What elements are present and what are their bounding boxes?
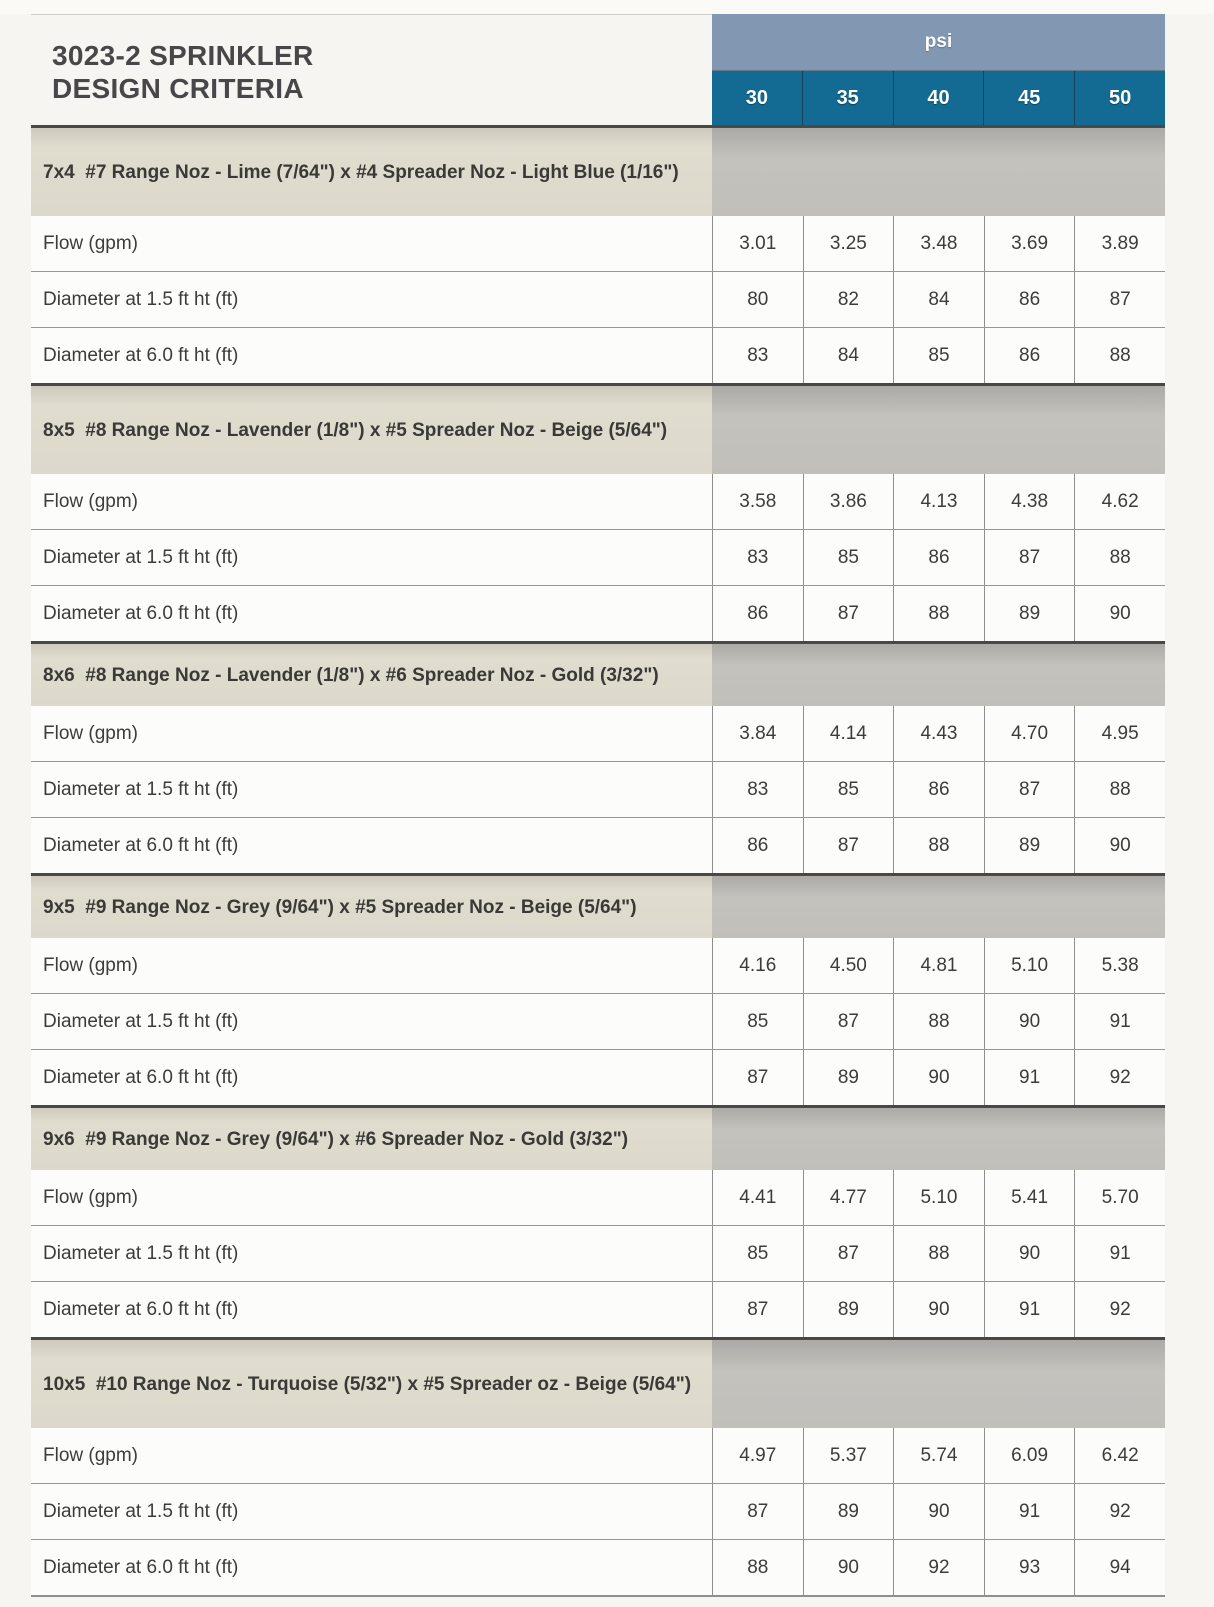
pressure-header-45: 45 xyxy=(983,71,1074,125)
value-cell: 84 xyxy=(893,272,984,327)
value-cell: 4.14 xyxy=(803,706,894,761)
section-header-9x6: 9x6 #9 Range Noz - Grey (9/64") x #6 Spreader Noz - Gold (3/32") xyxy=(31,1108,712,1170)
pressure-header-50: 50 xyxy=(1074,71,1165,125)
table-row-flow xyxy=(31,938,1165,994)
value-cell: 4.81 xyxy=(893,938,984,993)
value-cell: 4.62 xyxy=(1074,474,1165,529)
value-cell: 3.84 xyxy=(712,706,803,761)
value-cell: 5.10 xyxy=(893,1170,984,1225)
section-7x4 xyxy=(31,125,1165,383)
value-cell: 3.01 xyxy=(712,216,803,271)
table-row-flow xyxy=(31,216,1165,272)
row-label-flow: Flow (gpm) xyxy=(43,722,139,744)
value-cell: 85 xyxy=(712,994,803,1049)
section-8x6 xyxy=(31,641,1165,873)
value-cell: 86 xyxy=(893,762,984,817)
row-label-dia15: Diameter at 1.5 ft ht (ft) xyxy=(43,778,239,800)
top-margin-strip xyxy=(0,0,1214,14)
value-cell: 3.89 xyxy=(1074,216,1165,271)
value-cell: 91 xyxy=(984,1484,1075,1539)
value-cell: 94 xyxy=(1074,1540,1165,1595)
value-cell: 85 xyxy=(803,530,894,585)
row-label-dia60: Diameter at 6.0 ft ht (ft) xyxy=(43,1066,239,1088)
value-cell: 87 xyxy=(803,994,894,1049)
value-cell: 87 xyxy=(803,1226,894,1281)
table-row-dia60 xyxy=(31,1540,1165,1597)
value-cell: 89 xyxy=(803,1050,894,1105)
section-header-filler xyxy=(712,1108,1165,1170)
value-cell: 6.09 xyxy=(984,1428,1075,1483)
value-cell: 90 xyxy=(1074,586,1165,641)
table-row-flow xyxy=(31,1170,1165,1226)
section-9x5 xyxy=(31,873,1165,1105)
section-header-8x6: 8x6 #8 Range Noz - Lavender (1/8") x #6 Spreader Noz - Gold (3/32") xyxy=(31,644,712,706)
value-cell: 88 xyxy=(893,1226,984,1281)
value-cell: 86 xyxy=(712,818,803,873)
value-cell: 88 xyxy=(1074,530,1165,585)
value-cell: 92 xyxy=(1074,1282,1165,1337)
value-cell: 85 xyxy=(893,328,984,383)
value-cell: 82 xyxy=(803,272,894,327)
pressure-header-area xyxy=(712,14,1165,125)
section-header-9x5: 9x5 #9 Range Noz - Grey (9/64") x #5 Spreader Noz - Beige (5/64") xyxy=(31,876,712,938)
value-cell: 4.70 xyxy=(984,706,1075,761)
page-title xyxy=(31,15,712,105)
psi-group-header: psi xyxy=(712,14,1165,71)
value-cell: 5.74 xyxy=(893,1428,984,1483)
value-cell: 4.38 xyxy=(984,474,1075,529)
value-cell: 88 xyxy=(893,586,984,641)
section-header-row xyxy=(31,1340,1165,1428)
value-cell: 87 xyxy=(984,530,1075,585)
value-cell: 83 xyxy=(712,530,803,585)
value-cell: 88 xyxy=(712,1540,803,1595)
value-cell: 3.48 xyxy=(893,216,984,271)
section-header-filler xyxy=(712,1340,1165,1428)
value-cell: 90 xyxy=(1074,818,1165,873)
value-cell: 87 xyxy=(712,1050,803,1105)
table-row-dia15 xyxy=(31,530,1165,586)
table-row-dia15 xyxy=(31,762,1165,818)
row-label-dia60: Diameter at 6.0 ft ht (ft) xyxy=(43,1298,239,1320)
section-header-row xyxy=(31,644,1165,706)
value-cell: 4.50 xyxy=(803,938,894,993)
value-cell: 3.25 xyxy=(803,216,894,271)
value-cell: 4.16 xyxy=(712,938,803,993)
value-cell: 5.37 xyxy=(803,1428,894,1483)
table-row-dia60 xyxy=(31,1282,1165,1337)
value-cell: 5.38 xyxy=(1074,938,1165,993)
section-header-10x5: 10x5 #10 Range Noz - Turquoise (5/32") x #5 Spreader oz - Beige (5/64") xyxy=(31,1340,712,1428)
row-label-dia60: Diameter at 6.0 ft ht (ft) xyxy=(43,834,239,856)
value-cell: 85 xyxy=(803,762,894,817)
page-title-line1: 3023-2 SPRINKLER xyxy=(52,40,314,71)
value-cell: 89 xyxy=(803,1484,894,1539)
value-cell: 91 xyxy=(1074,1226,1165,1281)
value-cell: 90 xyxy=(893,1484,984,1539)
value-cell: 4.97 xyxy=(712,1428,803,1483)
value-cell: 89 xyxy=(803,1282,894,1337)
value-cell: 4.77 xyxy=(803,1170,894,1225)
section-header-row xyxy=(31,1108,1165,1170)
section-header-row xyxy=(31,128,1165,216)
table-row-dia60 xyxy=(31,586,1165,641)
section-10x5 xyxy=(31,1337,1165,1597)
value-cell: 4.13 xyxy=(893,474,984,529)
row-label-flow: Flow (gpm) xyxy=(43,232,139,254)
section-header-row xyxy=(31,876,1165,938)
value-cell: 3.86 xyxy=(803,474,894,529)
value-cell: 5.10 xyxy=(984,938,1075,993)
section-header-filler xyxy=(712,128,1165,216)
value-cell: 90 xyxy=(893,1050,984,1105)
table-row-dia15 xyxy=(31,1484,1165,1540)
value-cell: 5.41 xyxy=(984,1170,1075,1225)
value-cell: 83 xyxy=(712,328,803,383)
table-row-flow xyxy=(31,706,1165,762)
section-header-filler xyxy=(712,876,1165,938)
row-label-dia15: Diameter at 1.5 ft ht (ft) xyxy=(43,546,239,568)
section-header-7x4: 7x4 #7 Range Noz - Lime (7/64") x #4 Spreader Noz - Light Blue (1/16") xyxy=(31,128,712,216)
value-cell: 86 xyxy=(984,272,1075,327)
value-cell: 90 xyxy=(803,1540,894,1595)
value-cell: 92 xyxy=(1074,1050,1165,1105)
pressure-header-30: 30 xyxy=(712,71,802,125)
value-cell: 87 xyxy=(803,818,894,873)
section-header-filler xyxy=(712,644,1165,706)
value-cell: 92 xyxy=(893,1540,984,1595)
value-cell: 87 xyxy=(803,586,894,641)
row-label-dia60: Diameter at 6.0 ft ht (ft) xyxy=(43,344,239,366)
value-cell: 90 xyxy=(984,1226,1075,1281)
value-cell: 83 xyxy=(712,762,803,817)
pressure-header-40: 40 xyxy=(893,71,984,125)
value-cell: 4.95 xyxy=(1074,706,1165,761)
value-cell: 91 xyxy=(1074,994,1165,1049)
value-cell: 3.69 xyxy=(984,216,1075,271)
value-cell: 90 xyxy=(893,1282,984,1337)
value-cell: 87 xyxy=(712,1484,803,1539)
row-label-dia15: Diameter at 1.5 ft ht (ft) xyxy=(43,1010,239,1032)
value-cell: 88 xyxy=(893,818,984,873)
value-cell: 3.58 xyxy=(712,474,803,529)
table-row-flow xyxy=(31,1428,1165,1484)
page-title-line2: DESIGN CRITERIA xyxy=(52,73,304,104)
table-row-dia60 xyxy=(31,1050,1165,1105)
row-label-dia15: Diameter at 1.5 ft ht (ft) xyxy=(43,1500,239,1522)
value-cell: 93 xyxy=(984,1540,1075,1595)
design-criteria-table xyxy=(31,14,1165,1597)
value-cell: 91 xyxy=(984,1050,1075,1105)
value-cell: 84 xyxy=(803,328,894,383)
value-cell: 86 xyxy=(984,328,1075,383)
pressure-header-row xyxy=(712,71,1165,125)
section-header-filler xyxy=(712,386,1165,474)
value-cell: 4.41 xyxy=(712,1170,803,1225)
value-cell: 91 xyxy=(984,1282,1075,1337)
value-cell: 4.43 xyxy=(893,706,984,761)
value-cell: 85 xyxy=(712,1226,803,1281)
value-cell: 87 xyxy=(1074,272,1165,327)
section-8x5 xyxy=(31,383,1165,641)
value-cell: 5.70 xyxy=(1074,1170,1165,1225)
table-row-dia15 xyxy=(31,272,1165,328)
table-row-dia15 xyxy=(31,1226,1165,1282)
row-label-dia15: Diameter at 1.5 ft ht (ft) xyxy=(43,1242,239,1264)
value-cell: 88 xyxy=(1074,328,1165,383)
table-row-dia15 xyxy=(31,994,1165,1050)
table-row-dia60 xyxy=(31,818,1165,873)
section-header-8x5: 8x5 #8 Range Noz - Lavender (1/8") x #5 Spreader Noz - Beige (5/64") xyxy=(31,386,712,474)
row-label-flow: Flow (gpm) xyxy=(43,490,139,512)
row-label-dia15: Diameter at 1.5 ft ht (ft) xyxy=(43,288,239,310)
table-header xyxy=(31,14,1165,125)
value-cell: 88 xyxy=(893,994,984,1049)
header-title-area xyxy=(31,14,712,125)
row-label-flow: Flow (gpm) xyxy=(43,1186,139,1208)
value-cell: 92 xyxy=(1074,1484,1165,1539)
table-row-dia60 xyxy=(31,328,1165,383)
section-header-row xyxy=(31,386,1165,474)
value-cell: 86 xyxy=(893,530,984,585)
row-label-flow: Flow (gpm) xyxy=(43,954,139,976)
row-label-flow: Flow (gpm) xyxy=(43,1444,139,1466)
value-cell: 89 xyxy=(984,818,1075,873)
row-label-dia60: Diameter at 6.0 ft ht (ft) xyxy=(43,602,239,624)
value-cell: 86 xyxy=(712,586,803,641)
table-row-flow xyxy=(31,474,1165,530)
value-cell: 90 xyxy=(984,994,1075,1049)
value-cell: 80 xyxy=(712,272,803,327)
value-cell: 87 xyxy=(712,1282,803,1337)
section-9x6 xyxy=(31,1105,1165,1337)
value-cell: 6.42 xyxy=(1074,1428,1165,1483)
value-cell: 88 xyxy=(1074,762,1165,817)
pressure-header-35: 35 xyxy=(802,71,893,125)
row-label-dia60: Diameter at 6.0 ft ht (ft) xyxy=(43,1556,239,1578)
value-cell: 89 xyxy=(984,586,1075,641)
value-cell: 87 xyxy=(984,762,1075,817)
